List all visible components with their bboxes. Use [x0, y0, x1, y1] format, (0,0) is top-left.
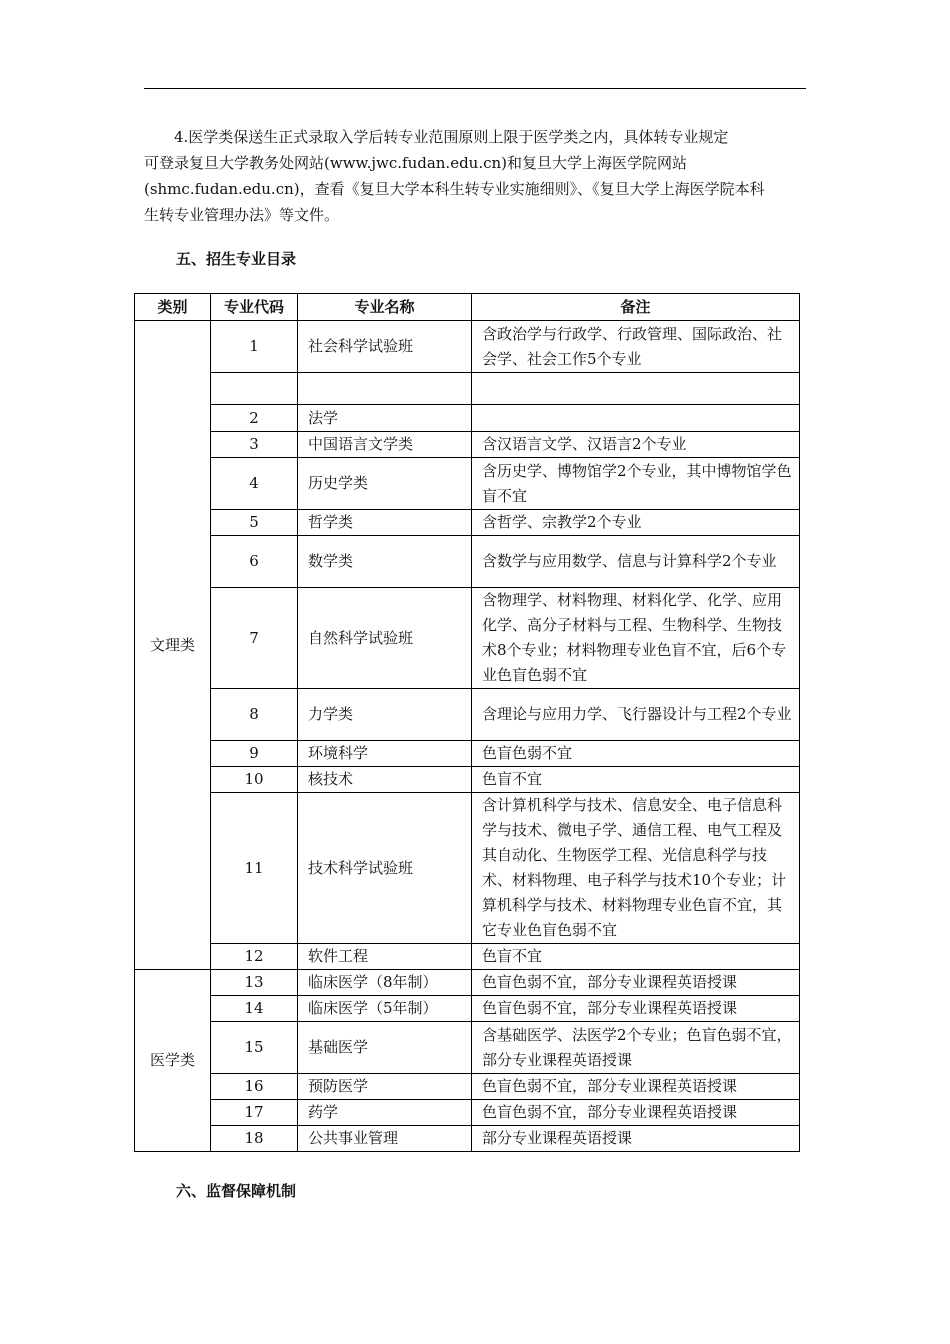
- name-cell: [298, 373, 472, 405]
- code-cell: 13: [211, 970, 298, 996]
- code-cell: 6: [211, 536, 298, 588]
- code-cell: 2: [211, 405, 298, 432]
- category-cell: 医学类: [135, 970, 211, 1152]
- note-cell: 色盲色弱不宜: [472, 741, 800, 767]
- name-cell: 数学类: [298, 536, 472, 588]
- code-cell: 10: [211, 767, 298, 793]
- code-cell: 4: [211, 458, 298, 510]
- table-row: [135, 405, 800, 432]
- note-cell: 色盲不宜: [472, 767, 800, 793]
- table-row: [135, 767, 800, 793]
- intro-paragraph: [144, 124, 804, 228]
- code-cell: 18: [211, 1126, 298, 1152]
- code-cell: 7: [211, 588, 298, 689]
- header-name: 专业名称: [298, 294, 472, 321]
- category-cell: 文理类: [135, 321, 211, 970]
- note-cell: [472, 405, 800, 432]
- code-cell: 11: [211, 793, 298, 944]
- note-cell: 含数学与应用数学、信息与计算科学2个专业: [472, 536, 800, 588]
- section-title-majors: 五、招生专业目录: [176, 250, 297, 268]
- name-cell: 药学: [298, 1100, 472, 1126]
- name-cell: 环境科学: [298, 741, 472, 767]
- table-row: [135, 1100, 800, 1126]
- code-cell: 14: [211, 996, 298, 1022]
- code-cell: [211, 373, 298, 405]
- code-cell: 1: [211, 321, 298, 373]
- table-row: [135, 944, 800, 970]
- table-row: [135, 1022, 800, 1074]
- table-header-row: [135, 294, 800, 321]
- table-row: [135, 458, 800, 510]
- note-cell: 色盲色弱不宜，部分专业课程英语授课: [472, 970, 800, 996]
- note-cell: 含哲学、宗教学2个专业: [472, 510, 800, 536]
- majors-table: [134, 293, 800, 1152]
- header-rule: [144, 88, 806, 89]
- table-row: [135, 793, 800, 944]
- code-cell: 16: [211, 1074, 298, 1100]
- note-cell: 色盲色弱不宜，部分专业课程英语授课: [472, 1074, 800, 1100]
- table-row: [135, 741, 800, 767]
- code-cell: 9: [211, 741, 298, 767]
- code-cell: 8: [211, 689, 298, 741]
- note-cell: 部分专业课程英语授课: [472, 1126, 800, 1152]
- note-cell: 含汉语言文学、汉语言2个专业: [472, 432, 800, 458]
- code-cell: 12: [211, 944, 298, 970]
- note-cell: [472, 373, 800, 405]
- note-cell: 含物理学、材料物理、材料化学、化学、应用化学、高分子材料与工程、生物科学、生物技术8个专业；材料物理专业色盲不宜，后6个专业色盲色弱不宜: [472, 588, 800, 689]
- table-row: [135, 996, 800, 1022]
- table-row: [135, 1074, 800, 1100]
- table-row: [135, 432, 800, 458]
- name-cell: 力学类: [298, 689, 472, 741]
- name-cell: 中国语言文学类: [298, 432, 472, 458]
- name-cell: 技术科学试验班: [298, 793, 472, 944]
- header-code: 专业代码: [211, 294, 298, 321]
- code-cell: 15: [211, 1022, 298, 1074]
- note-cell: 含理论与应用力学、飞行器设计与工程2个专业: [472, 689, 800, 741]
- code-cell: 5: [211, 510, 298, 536]
- name-cell: 临床医学（5年制）: [298, 996, 472, 1022]
- name-cell: 临床医学（8年制）: [298, 970, 472, 996]
- name-cell: 软件工程: [298, 944, 472, 970]
- code-cell: 3: [211, 432, 298, 458]
- table-row: [135, 321, 800, 373]
- table-row: [135, 970, 800, 996]
- header-category: 类别: [135, 294, 211, 321]
- note-cell: 含基础医学、法医学2个专业；色盲色弱不宜，部分专业课程英语授课: [472, 1022, 800, 1074]
- code-cell: 17: [211, 1100, 298, 1126]
- note-cell: 含政治学与行政学、行政管理、国际政治、社会学、社会工作5个专业: [472, 321, 800, 373]
- table-row: [135, 536, 800, 588]
- note-cell: 含历史学、博物馆学2个专业，其中博物馆学色盲不宜: [472, 458, 800, 510]
- note-cell: 色盲色弱不宜，部分专业课程英语授课: [472, 1100, 800, 1126]
- intro-line: 4.医学类保送生正式录取入学后转专业范围原则上限于医学类之内，具体转专业规定: [174, 128, 729, 146]
- name-cell: 核技术: [298, 767, 472, 793]
- note-cell: 含计算机科学与技术、信息安全、电子信息科学与技术、微电子学、通信工程、电气工程及其自动化、生物医学工程、光信息科学与技术、材料物理、电子科学与技术10个专业；计算机科学与技术、材料物理专业色盲不宜，其它专业色盲色弱不宜: [472, 793, 800, 944]
- note-cell: 色盲不宜: [472, 944, 800, 970]
- name-cell: 基础医学: [298, 1022, 472, 1074]
- intro-line: 可登录复旦大学教务处网站(www.jwc.fudan.edu.cn)和复旦大学上海医学院网站: [144, 154, 688, 172]
- name-cell: 社会科学试验班: [298, 321, 472, 373]
- intro-line: (shmc.fudan.edu.cn)，查看《复旦大学本科生转专业实施细则》、《复旦大学上海医学院本科: [144, 180, 765, 198]
- name-cell: 哲学类: [298, 510, 472, 536]
- table-row: [135, 689, 800, 741]
- name-cell: 历史学类: [298, 458, 472, 510]
- name-cell: 预防医学: [298, 1074, 472, 1100]
- table-row: [135, 1126, 800, 1152]
- name-cell: 法学: [298, 405, 472, 432]
- header-note: 备注: [472, 294, 800, 321]
- table-row: [135, 588, 800, 689]
- table-row: [135, 373, 800, 405]
- name-cell: 公共事业管理: [298, 1126, 472, 1152]
- note-cell: 色盲色弱不宜，部分专业课程英语授课: [472, 996, 800, 1022]
- table-row: [135, 510, 800, 536]
- section-title-supervision: 六、监督保障机制: [176, 1182, 297, 1200]
- intro-line: 生转专业管理办法》等文件。: [144, 206, 340, 224]
- name-cell: 自然科学试验班: [298, 588, 472, 689]
